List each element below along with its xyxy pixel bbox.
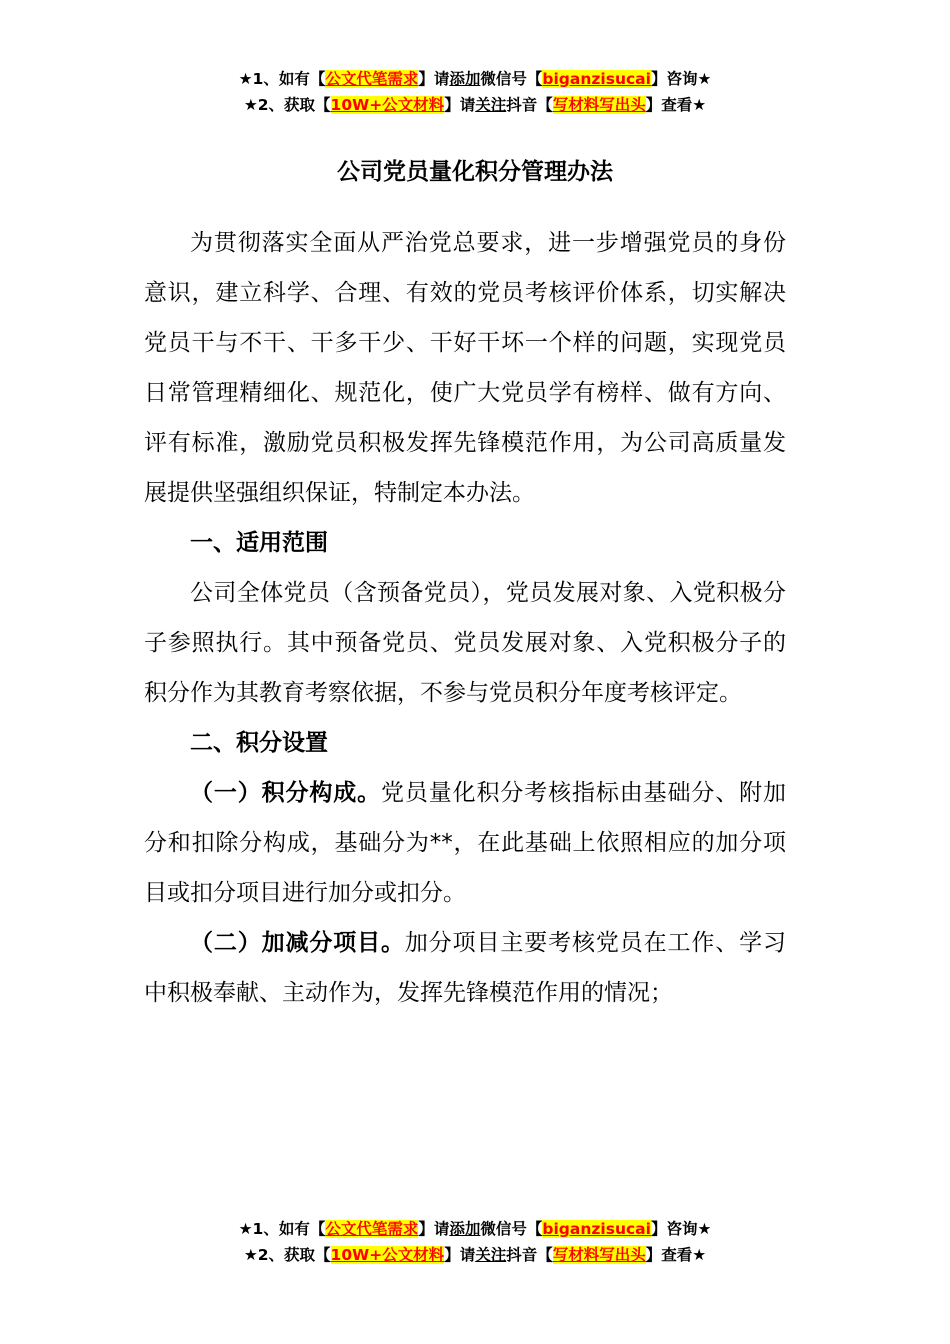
footer-line-1: ★1、如有【公文代笔需求】请添加微信号【biganzisucai】咨询★	[238, 1220, 712, 1238]
item-2-text: 加分项目主要考核党员在工作、学习中积极奉献、主动作为，发挥先锋模范作用的情况；	[144, 930, 786, 1006]
highlight-douyin-id: 写材料写出头	[552, 96, 646, 114]
item-1-text: 党员量化积分考核指标由基础分、附加分和扣除分构成，基础分为**，在此基础上依照相应的加分项目或扣分项目进行加分或扣分。	[144, 780, 786, 906]
item-2-label: （二）加减分项目。	[190, 930, 405, 956]
intro-paragraph: 为贯彻落实全面从严治党总要求，进一步增强党员的身份意识，建立科学、合理、有效的党员考核评价体系，切实解决党员干与不干、干多干少、干好干坏一个样的问题，实现党员日常管理精细化、规范化，使广大党员学有榜样、做有方向、评有标准，激励党员积极发挥先锋模范作用，为公司高质量发展提供坚强组织保证，特制定本办法。	[144, 230, 786, 506]
banner-line-1: ★1、如有【公文代笔需求】请添加微信号【biganzisucai】咨询★	[238, 70, 712, 88]
footer-highlight-service: 公文代笔需求	[325, 1220, 419, 1238]
section-2-item-2	[144, 918, 786, 1018]
document-title: 公司党员量化积分管理办法	[337, 159, 613, 185]
item-1-label: （一）积分构成。	[190, 780, 381, 806]
highlight-wechat-id: biganzisucai	[542, 70, 651, 88]
section-1-paragraph: 公司全体党员（含预备党员），党员发展对象、入党积极分子参照执行。其中预备党员、党员发展对象、入党积极分子的积分作为其教育考察依据，不参与党员积分年度考核评定。	[144, 580, 786, 706]
highlight-materials: 10W+公文材料	[330, 96, 445, 114]
document-body	[144, 218, 786, 1018]
footer-line-2: ★2、获取【10W+公文材料】请关注抖音【写材料写出头】查看★	[243, 1246, 707, 1264]
section-2-item-1	[144, 768, 786, 918]
footer-banner	[0, 1216, 950, 1268]
section-1-heading: 一、适用范围	[190, 530, 328, 556]
banner-line-2: ★2、获取【10W+公文材料】请关注抖音【写材料写出头】查看★	[243, 96, 707, 114]
footer-highlight-wechat-id: biganzisucai	[542, 1220, 651, 1238]
highlight-service: 公文代笔需求	[325, 70, 419, 88]
section-2-heading: 二、积分设置	[190, 730, 328, 756]
header-banner	[0, 66, 950, 118]
footer-highlight-materials: 10W+公文材料	[330, 1246, 445, 1264]
footer-highlight-douyin-id: 写材料写出头	[552, 1246, 646, 1264]
